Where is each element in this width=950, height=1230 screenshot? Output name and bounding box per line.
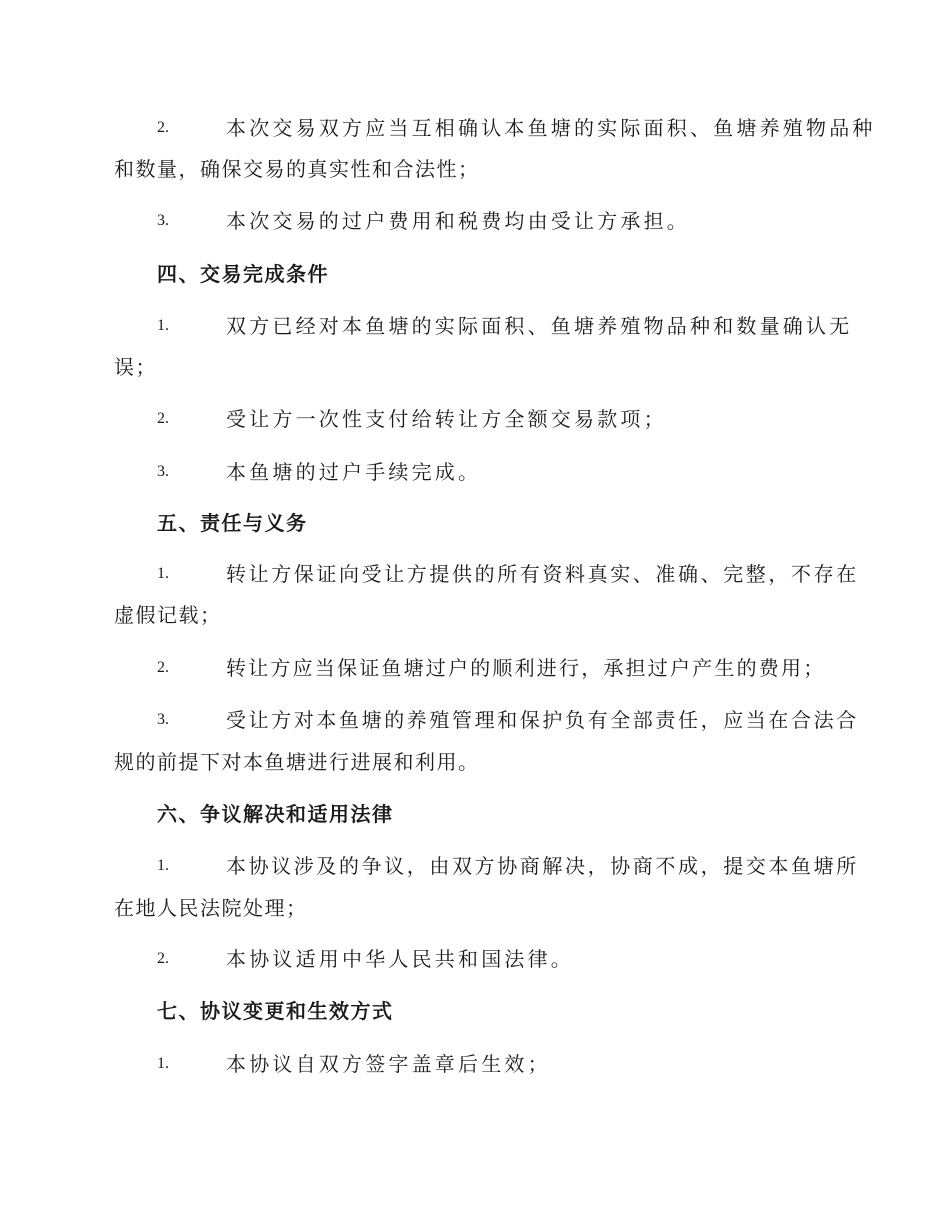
- list-item-text: 本次交易的过户费用和税费均由受让方承担。: [226, 209, 690, 233]
- list-item-continuation: 误；: [114, 355, 157, 379]
- list-item-text: 受让方一次性支付给转让方全额交易款项；: [226, 407, 667, 431]
- list-item-text: 转让方应当保证鱼塘过户的顺利进行，承担过户产生的费用；: [226, 656, 826, 680]
- list-item-text: 本协议自双方签字盖章后生效；: [226, 1052, 551, 1076]
- list-number: 3.: [157, 212, 169, 229]
- list-item-continuation: 规的前提下对本鱼塘进行进展和利用。: [114, 750, 480, 774]
- list-number: 2.: [157, 950, 169, 967]
- list-number: 1.: [157, 565, 169, 582]
- list-item-text: 受让方对本鱼塘的养殖管理和保护负有全部责任，应当在合法合: [226, 708, 859, 732]
- list-number: 3.: [157, 463, 169, 480]
- list-item-continuation: 虚假记载；: [114, 603, 222, 627]
- list-number: 2.: [157, 410, 169, 427]
- list-item-text: 转让方保证向受让方提供的所有资料真实、准确、完整，不存在: [226, 562, 859, 586]
- list-item-text: 本协议涉及的争议，由双方协商解决，协商不成，提交本鱼塘所: [226, 854, 859, 878]
- list-item-continuation: 和数量，确保交易的真实性和合法性；: [114, 157, 480, 181]
- list-item-text: 本次交易双方应当互相确认本鱼塘的实际面积、鱼塘养殖物品种: [226, 116, 876, 140]
- section-heading: 四、交易完成条件: [157, 262, 329, 286]
- list-item-continuation: 在地人民法院处理；: [114, 896, 308, 920]
- list-number: 1.: [157, 857, 169, 874]
- list-item-text: 双方已经对本鱼塘的实际面积、鱼塘养殖物品种和数量确认无: [226, 314, 853, 338]
- list-number: 3.: [157, 711, 169, 728]
- list-item-text: 本协议适用中华人民共和国法律。: [226, 947, 574, 971]
- list-item-text: 本鱼塘的过户手续完成。: [226, 460, 482, 484]
- list-number: 2.: [157, 659, 169, 676]
- section-heading: 七、协议变更和生效方式: [157, 999, 394, 1023]
- section-heading: 六、争议解决和适用法律: [157, 802, 394, 826]
- list-number: 2.: [157, 119, 169, 136]
- list-number: 1.: [157, 1055, 169, 1072]
- section-heading: 五、责任与义务: [157, 511, 308, 535]
- list-number: 1.: [157, 317, 169, 334]
